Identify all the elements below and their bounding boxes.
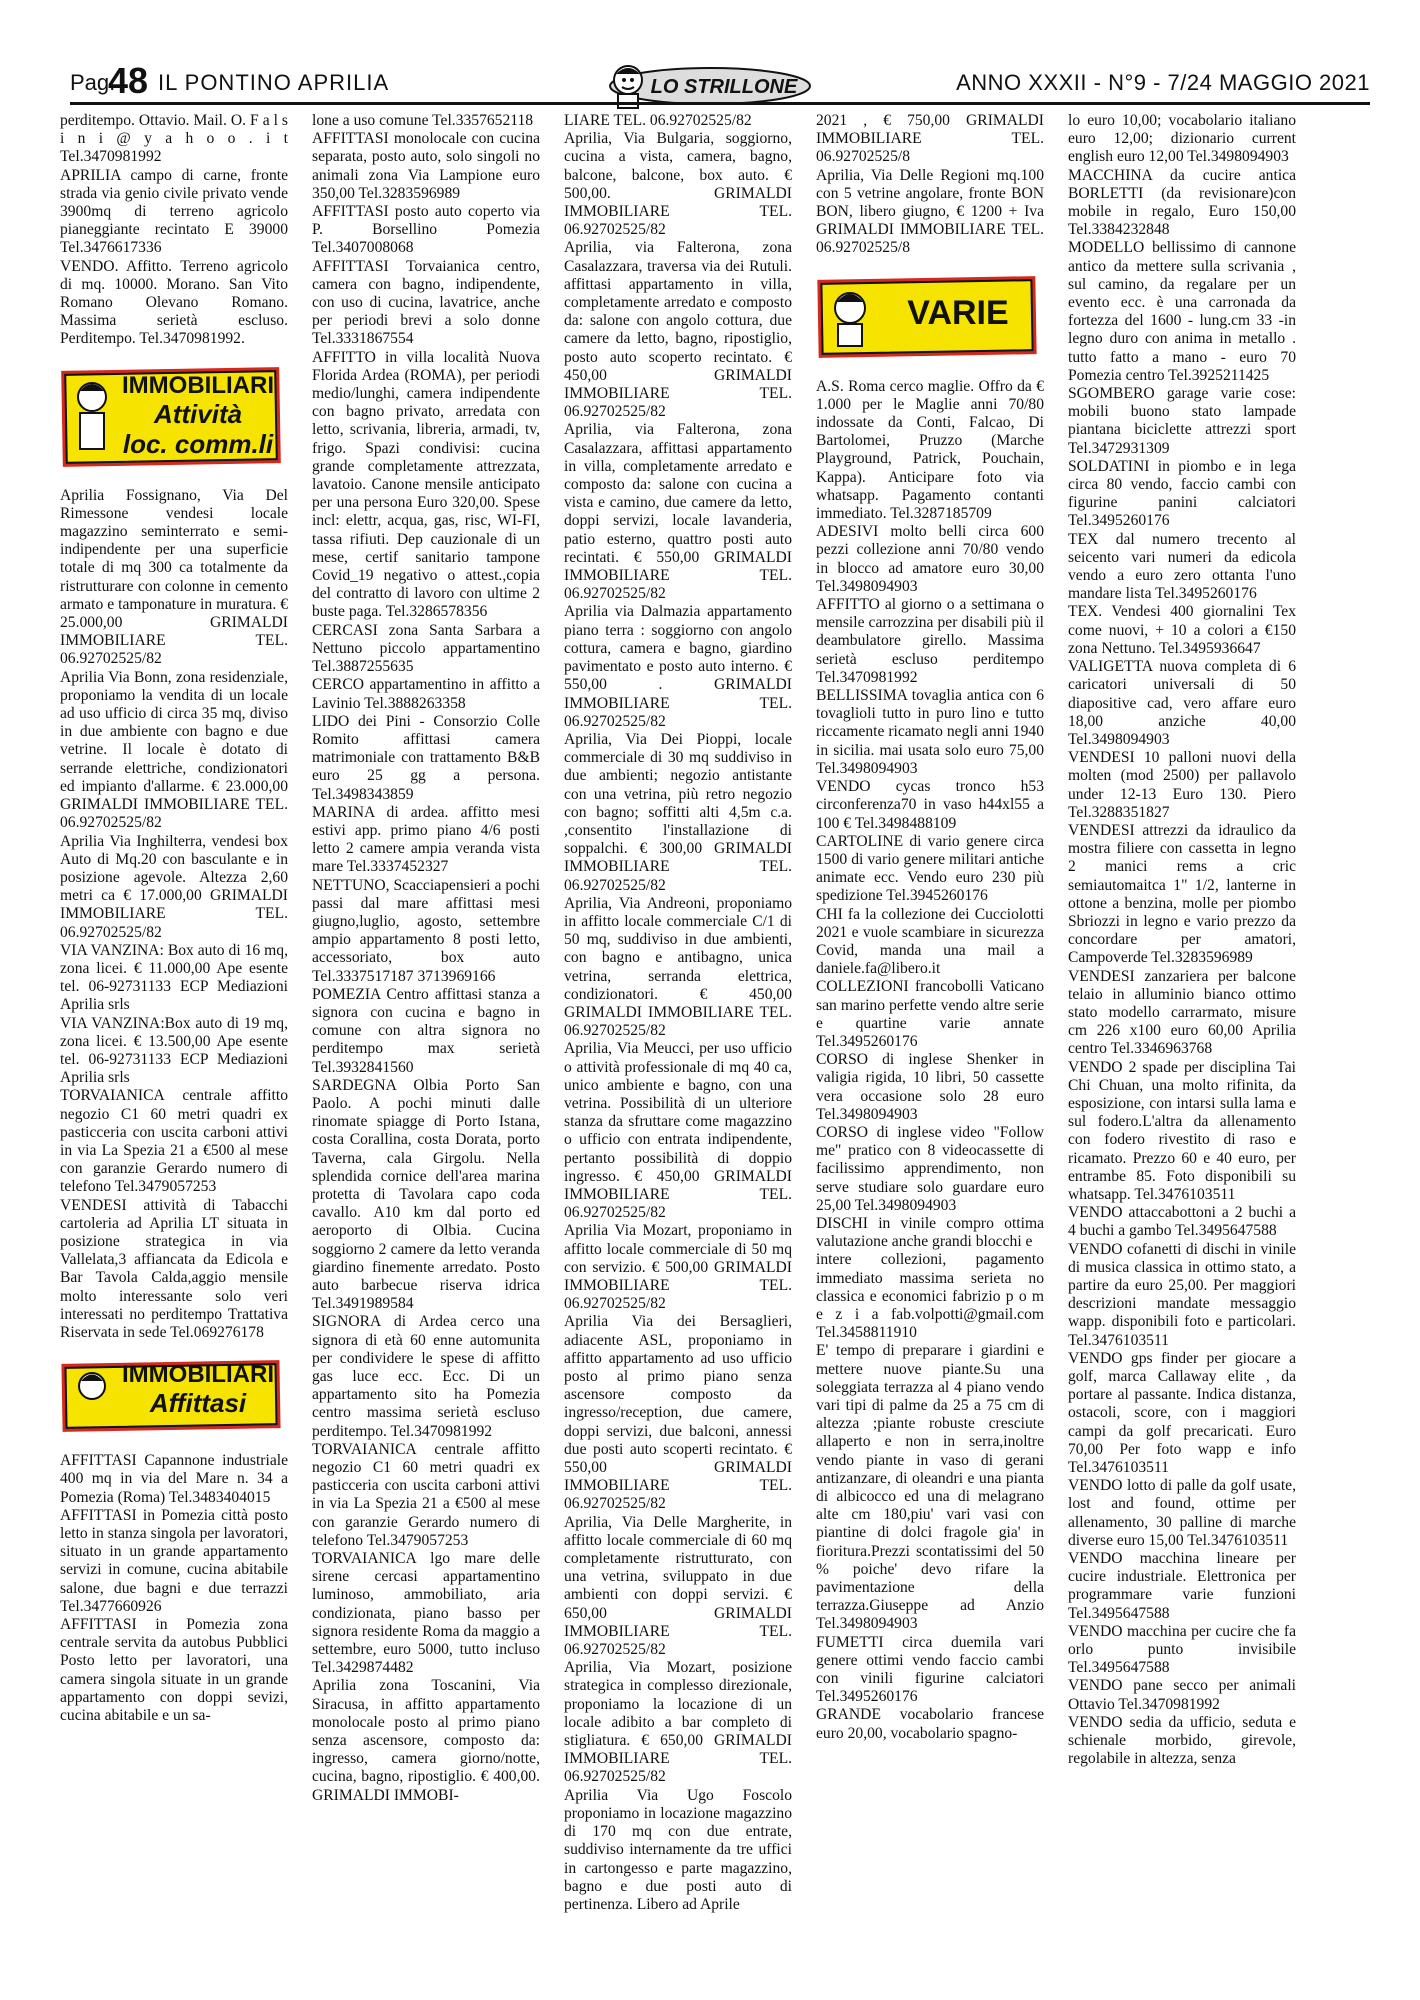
ad-list bbox=[60, 112, 288, 349]
ad-list bbox=[1068, 112, 1296, 1768]
classified-ad: AFFITTASI posto auto coperto via P. Borsellino Pomezia Tel.3407008068 bbox=[312, 203, 540, 257]
classified-ad: MACCHINA da cucire antica BORLETTI (da revisionare)con mobile in regalo, Euro 150,00 Tel.3384232848 bbox=[1068, 166, 1296, 239]
classified-ad: intere collezioni, pagamento immediato massima serieta no classica e economici fabrizio p o m e z i a fab.volpotti@gmail.com Tel.3458811910 bbox=[816, 1251, 1044, 1342]
classified-ad: TEX dal numero trecento al seicento vari numeri da edicola vendo a euro zero ottanta l'uno mandare lista Tel.3495260176 bbox=[1068, 530, 1296, 603]
classified-ad: AFFITTASI monolocale con cucina separata, posto auto, solo singoli no animali zona Via Lampione euro 350,00 Tel.3283596989 bbox=[312, 130, 540, 202]
classified-ad: CORSO di inglese video "Follow me" pratico con 8 videocassette di facilissimo apprendimento, non serve studiare solo guardare euro 25,00 Tel.3498094903 bbox=[816, 1123, 1044, 1214]
classified-ad: Aprilia Via Mozart, proponiamo in affitto locale commerciale di 50 mq con servizio. € 500,00 GRIMALDI IMMOBILIARE TEL. 06.92702525/82 bbox=[564, 1222, 792, 1313]
classified-ad: LIDO dei Pini - Consorzio Colle Romito affittasi camera matrimoniale con trattamento B&B euro 25 gg a persona. Tel.3498343859 bbox=[312, 712, 540, 803]
classified-ad: perditempo. Ottavio. Mail. O. F a l s i n i @ y a h o o . i t Tel.3470981992 bbox=[60, 112, 288, 166]
classified-ad: Aprilia, via Falterona, zona Casalazzara, traversa via dei Rutuli. affittasi appartamento in villa, completamente arredato e composto da: salone con angolo cottura, due camere da letto, bagno, ripostiglio, posto auto scoperto recintato. € 450,00 GRIMALDI IMMOBILIARE TEL. 06.92702525/82 bbox=[564, 239, 792, 421]
classified-ad: SIGNORA di Ardea cerco una signora di età 60 enne automunita per condividere le spese di affitto gas luce ecc. Ecc. Di un appartamento sito ha Pomezia centro massima serietà escluso perditempo. Tel.3470981992 bbox=[312, 1313, 540, 1440]
logo-text: LO STRILLONE bbox=[650, 76, 798, 98]
classified-ad: SARDEGNA Olbia Porto San Paolo. A pochi minuti dalle rinomate spiagge di Porto Istana, costa Corallina, costa Dorata, porto Taverna, cala Girgolu. Nella splendida cornice dell'area marina protetta di Tavolara capo coda cavallo. A10 km dal porto ed aeroporto di Olbia. Cucina soggiorno 2 camere da letto veranda giardino finemente arredato. Posto auto barbecue riserva idrica Tel.3491989584 bbox=[312, 1076, 540, 1313]
classified-ad: Aprilia Via Bonn, zona residenziale, proponiamo la vendita di un locale ad uso ufficio di circa 35 mq, diviso in due ambiente con bagno e due vetrine. Il locale è dotato di serrande elettriche, condizionatori ed impianto d'allarme. € 23.000,00 GRIMALDI IMMOBILIARE TEL. 06.92702525/82 bbox=[60, 668, 288, 832]
classified-ad: Aprilia, Via Andreoni, proponiamo in affitto locale commerciale C/1 di 50 mq, suddiviso in due ambienti, con bagno e antibagno, unica vetrina, serranda elettrica, condizionatori. € 450,00 GRIMALDI IMMOBILIARE TEL. 06.92702525/82 bbox=[564, 894, 792, 1040]
classified-ad: AFFITTASI in Pomezia zona centrale servita da autobus Pubblici Posto letto per lavoratori, una camera singola situate in un grande appartamento con doppi sevizi, cucina abitabile e un sa- bbox=[60, 1616, 288, 1725]
classified-ad: VENDO gps finder per giocare a golf, marca Callaway elite , da portare al passante. Indica distanza, ostacoli, score, con i maggiori campi da golf precaricati. Euro 70,00 Per foto wapp e info Tel.3476103511 bbox=[1068, 1349, 1296, 1477]
classified-ad: Aprilia, Via Dei Pioppi, locale commerciale di 30 mq suddiviso in due ambienti; negozio antistante con una vetrina, più retro negozio con bagno; soffitti alti 4,5m c.a. ,consentito l'installazione di soppalchi. € 300,00 GRIMALDI IMMOBILIARE TEL. 06.92702525/82 bbox=[564, 730, 792, 894]
classified-ad: AFFITTASI Capannone industriale 400 mq in via del Mare n. 34 a Pomezia (Roma) Tel.3483404015 bbox=[60, 1452, 288, 1506]
classified-ad: NETTUNO, Scacciapensieri a pochi passi dal mare affittasi mesi giugno,luglio, agosto, settembre ampio appartamento 8 posti letto, accessoriato, box auto Tel.3337517187 3713969166 bbox=[312, 876, 540, 985]
ad-list bbox=[564, 112, 792, 1914]
classified-ad: AFFITTO in villa località Nuova Florida Ardea (ROMA), per periodi medio/lunghi, camera indipendente con bagno privato, arredata con letto, scrivania, libreria, armadi, tv, frigo. Spazi condivisi: cucina grande completamente attrezzata, lavatoio. Canone mensile anticipato per una persona Euro 320,00. Spese incl: elettr, acqua, gas, risc, WI-FI, tassa rifiuti. Dep cauzionale di un mese, certif sanitario tampone Covid_19 negativo o attest.,copia del contratto di lavoro con ultime 2 buste paga. Tel.3286578356 bbox=[312, 348, 540, 621]
classified-ad: GRANDE vocabolario francese euro 20,00, vocabolario spagno- bbox=[816, 1706, 1044, 1742]
classified-ad: FUMETTI circa duemila vari genere ottimi vendo faccio cambi con vinili figurine calciatori Tel.3495260176 bbox=[816, 1633, 1044, 1706]
classified-ad: Aprilia via Dalmazia appartamento piano terra : soggiorno con angolo cottura, camera e bagno, giardino pavimentato e posto auto interno. € 550,00 . GRIMALDI IMMOBILIARE TEL. 06.92702525/82 bbox=[564, 603, 792, 730]
issue-info: ANNO XXXII - N°9 - 7/24 MAGGIO 2021 bbox=[956, 70, 1370, 95]
banner-title-2: Attività bbox=[153, 398, 243, 429]
classified-ad: CORSO di inglese Shenker in valigia rigida, 10 libri, 50 cassette vera occasione solo 28 euro Tel.3498094903 bbox=[816, 1051, 1044, 1123]
classified-ad: A.S. Roma cerco maglie. Offro da € 1.000 per le Maglie anni 70/80 indossate da Conti, Falcao, Di Bartolomei, Pruzzo (Marche Playground, Patrick, Pouchain, Kappa). Anticipare foto via whatsapp. Pagamento contanti immediato. Tel.3287185709 bbox=[816, 377, 1044, 523]
banner-title: VARIE bbox=[907, 293, 1009, 332]
classified-ad: VIA VANZINA:Box auto di 19 mq, zona licei. € 13.500,00 Ape esente tel. 06-92731133 ECP Mediazioni Aprilia srls bbox=[60, 1014, 288, 1087]
banner-title-3: loc. comm.li bbox=[122, 428, 274, 459]
classified-ad: AFFITTASI in Pomezia città posto letto in stanza singola per lavoratori, situato in un grande appartamento servizi in comune, cucina abitabile salone, due bagni e due terrazzi Tel.3477660926 bbox=[60, 1506, 288, 1615]
classified-ad: Aprilia, Via Delle Regioni mq.100 con 5 vetrine angolare, fronte BON BON, libero giugno, € 1200 + Iva GRIMALDI IMMOBILIARE TEL. 06.92702525/8 bbox=[816, 166, 1044, 257]
classified-ad: VENDO macchina per cucire che fa orlo punto invisibile Tel.3495647588 bbox=[1068, 1622, 1296, 1677]
classified-ad: VENDO cycas tronco h53 circonferenza70 in vaso h44xl55 a 100 € Tel.3498488109 bbox=[816, 778, 1044, 832]
classified-ad: Aprilia, via Falterona, zona Casalazzara, affittasi appartamento in villa, completamente arredato e composto da: salone con cucina a vista e camino, due camere da letto, doppi servizi, locale lavanderia, patio esterno, quattro posti auto recintati. € 550,00 GRIMALDI IMMOBILIARE TEL. 06.92702525/82 bbox=[564, 421, 792, 603]
banner-immobiliari-affittasi bbox=[58, 1356, 284, 1436]
page-number: 48 bbox=[108, 60, 149, 101]
classified-ad: VENDO cofanetti di dischi in vinile di musica classica in ottimo stato, a partire da euro 25,00. Per maggiori descrizioni mandate messaggio wapp. disponibili foto e particolari. Tel.3476103511 bbox=[1068, 1240, 1296, 1349]
page-label: Pag. bbox=[70, 70, 116, 95]
classified-ad: BELLISSIMA tovaglia antica con 6 tovaglioli tutto in puro lino e tutto riccamente ricamato negli anni 1940 in sicilia. mai usata solo euro 75,00 Tel.3498094903 bbox=[816, 687, 1044, 777]
classified-ad: CARTOLINE di vario genere circa 1500 di vario genere militari antiche animate ecc. Vendo euro 230 più spedizione Tel.3945260176 bbox=[816, 832, 1044, 905]
column-4 bbox=[816, 112, 1044, 1743]
classified-ad: VENDO lotto di palle da golf usate, lost and found, ottime per allenamento, 30 palline di marche diverse euro 15,00 Tel.3476103511 bbox=[1068, 1477, 1296, 1549]
classified-ad: Aprilia, Via Meucci, per uso ufficio o attività professionale di mq 40 ca, unico ambiente e bagno, con una vetrina. Possibilità di un ulteriore stanza da sfruttare come magazzino o ufficio con entrata indipendente, pertanto possibilità di doppio ingresso. € 450,00 GRIMALDI IMMOBILIARE TEL. 06.92702525/82 bbox=[564, 1040, 792, 1222]
classified-ad: VALIGETTA nuova completa di 6 caricatori universali di 50 diapositive cad, vero affare euro 18,00 anziche 40,00 Tel.3498094903 bbox=[1068, 658, 1296, 748]
classified-ad: VIA VANZINA: Box auto di 16 mq, zona licei. € 11.000,00 Ape esente tel. 06-92731133 ECP Mediazioni Aprilia srls bbox=[60, 941, 288, 1014]
lo-strillone-logo bbox=[600, 58, 820, 114]
classified-ad: Aprilia, Via Delle Margherite, in affitto locale commerciale di 60 mq completamente ristrutturato, con una vetrina, sviluppato in due ambienti con doppi servizi. € 650,00 GRIMALDI IMMOBILIARE TEL. 06.92702525/82 bbox=[564, 1513, 792, 1659]
classified-ad: Aprilia, Via Mozart, posizione strategica in complesso direzionale, proponiamo la locazione di un locale adibito a bar completo di stigliatura. € 650,00 GRIMALDI IMMOBILIARE TEL. 06.92702525/82 bbox=[564, 1659, 792, 1786]
classified-ad: Aprilia Via Inghilterra, vendesi box Auto di Mq.20 con basculante e in posizione agevole. Altezza 2,60 metri ca € 17.000,00 GRIMALDI IMMOBILIARE TEL. 06.92702525/82 bbox=[60, 832, 288, 941]
classified-ad: POMEZIA Centro affittasi stanza a signora con cucina e bagno in comune con altra signora no perditempo max serietà Tel.3932841560 bbox=[312, 985, 540, 1076]
column-2 bbox=[312, 112, 540, 1805]
classified-ad: APRILIA campo di carne, fronte strada via genio civile privato vende 3900mq di terreno agricolo pianeggiante recintato E 39000 Tel.3476617336 bbox=[60, 166, 288, 257]
classified-ad: VENDESI attrezzi da idraulico da mostra filiere con cassetta in legno 2 manici rems a cric semiautomaitca 1" 1/2, lanterne in ottone a benzina, molle per piombo Sbriozzi in legno e vario prezzo da concordare per amatori, Campoverde Tel.3283596989 bbox=[1068, 821, 1296, 967]
column-5 bbox=[1068, 112, 1296, 1768]
classified-ad: LIARE TEL. 06.92702525/82 bbox=[564, 112, 752, 129]
ad-list bbox=[60, 487, 288, 1343]
classified-ad: lone a uso comune Tel.3357652118 bbox=[312, 112, 534, 129]
banner-title-2: Affittasi bbox=[149, 1388, 247, 1419]
classified-ad: VENDESI 10 palloni nuovi della molten (mod 2500) per pallavolo under 12-13 Euro 130. Piero Tel.3288351827 bbox=[1068, 749, 1296, 821]
column-1 bbox=[60, 112, 288, 1725]
classified-ad: SGOMBERO garage varie cose: mobili buono stato lampade piantana biciclette attrezzi sport Tel.3472931309 bbox=[1068, 385, 1296, 457]
classified-ad: TORVAIANICA lgo mare delle sirene cercasi appartamentino luminoso, ammobiliato, aria condizionata, piano basso per signora residente Roma da maggio a settembre, euro 5000, tutto incluso Tel.3429874482 bbox=[312, 1550, 540, 1677]
classified-ad: VENDO pane secco per animali Ottavio Tel.3470981992 bbox=[1068, 1677, 1296, 1713]
publication-name: IL PONTINO APRILIA bbox=[158, 70, 390, 95]
classified-ad: Aprilia zona Toscanini, Via Siracusa, in affitto appartamento monolocale posto al primo piano senza ascensore, composto da: ingresso, camera giorno/notte, cucina, bagno, ripostiglio. € 400,00. GRIMALDI IMMOBI- bbox=[312, 1677, 540, 1804]
classified-ad: MARINA di ardea. affitto mesi estivi app. primo piano 4/6 posti letto 2 camere ampia veranda vista mare Tel.3337452327 bbox=[312, 803, 540, 876]
banner-immobiliari-attivita bbox=[58, 363, 284, 471]
banner-varie bbox=[814, 272, 1040, 362]
classified-ad: Aprilia Via Ugo Foscolo proponiamo in locazione magazzino di 170 mq con due entrate, suddiviso internamente da tre uffici in cartongesso e parte magazzino, bagno e due posti auto di pertinenza. Libero ad Aprile bbox=[564, 1786, 792, 1913]
classified-ad: TEX. Vendesi 400 giornalini Tex come nuovi, + 10 a colori a €150 zona Nettuno. Tel.3495936647 bbox=[1068, 603, 1296, 657]
classified-ad: ADESIVI molto belli circa 600 pezzi collezione anni 70/80 vendo in blocco ad amatore euro 30,00 Tel.3498094903 bbox=[816, 523, 1044, 595]
classified-ad: Aprilia Fossignano, Via Del Rimessone vendesi locale magazzino seminterrato e semi-indipendente per una superficie totale di mq 300 ca totalmente da ristrutturare con colonne in cemento armato e tamponature in muratura. € 25.000,00 GRIMALDI IMMOBILIARE TEL. 06.92702525/82 bbox=[60, 486, 288, 668]
header-rule bbox=[70, 102, 1370, 105]
classified-ad: VENDO sedia da ufficio, seduta e schienale morbido, girevole, regolabile in altezza, senza bbox=[1068, 1713, 1296, 1768]
classified-ad: 2021 , € 750,00 GRIMALDI IMMOBILIARE TEL. 06.92702525/8 bbox=[816, 112, 1044, 166]
classified-ad: AFFITTASI Torvaianica centro, camera con bagno, indipendente, con uso di cucina, lavatrice, anche per periodi brevi a solo donne Tel.3331867554 bbox=[312, 257, 540, 348]
classified-ad: VENDO 2 spade per disciplina Tai Chi Chuan, una molto rifinita, da esposizione, con intarsi sulla lama e sul fodero.L'altra da allenamento con fodero rivestito di raso e ricamato. Prezzo 60 e 40 euro, per entrambe 85. Foto disponibili su whatsapp. Tel.3476103511 bbox=[1068, 1058, 1296, 1203]
classified-ad: MODELLO bellissimo di cannone antico da mettere sulla scrivania , sul camino, da regalare per un evento ecc. è una carronada da fortezza del 1600 - lung.cm 33 -in legno duro con anima in metallo . tutto fatto a mano - euro 70 Pomezia centro Tel.3925211425 bbox=[1068, 239, 1296, 384]
ad-list bbox=[60, 1452, 288, 1725]
classified-ad: VENDO macchina lineare per cucire industriale. Elettronica per programmare varie funzioni Tel.3495647588 bbox=[1068, 1550, 1296, 1622]
banner-title-1: IMMOBILIARI bbox=[122, 1361, 274, 1389]
classified-ad: VENDESI attività di Tabacchi cartoleria ad Aprilia LT situata in posizione strategica in via Vallelata,3 affiancata da Edicola e Bar Tavola Calda,aggio mensile molto interessante solo veri interessati no perditempo Trattativa Riservata in sede Tel.069276178 bbox=[60, 1196, 288, 1341]
classified-ad: lo euro 10,00; vocabolario italiano euro 12,00; dizionario current english euro 12,00 Tel.3498094903 bbox=[1068, 112, 1296, 166]
ad-list bbox=[312, 112, 540, 1805]
classified-ad: Aprilia Via dei Bersaglieri, adiacente ASL, proponiamo in affitto appartamento ad uso ufficio posto al primo piano senza ascensore composto da ingresso/reception, due camere, doppi servizi, due balconi, annessi due posti auto scoperti recintato. € 550,00 GRIMALDI IMMOBILIARE TEL. 06.92702525/82 bbox=[564, 1313, 792, 1513]
classified-ad: DISCHI in vinile compro ottima valutazione anche grandi blocchi e bbox=[816, 1214, 1044, 1251]
classified-ad: VENDO attaccabottoni a 2 buchi a 4 buchi a gambo Tel.3495647588 bbox=[1068, 1204, 1296, 1240]
classified-ad: CERCO appartamentino in affitto a Lavinio Tel.3888263358 bbox=[312, 676, 540, 712]
classified-ad: E' tempo di preparare i giardini e mettere nuove piante.Su una soleggiata terrazza al 4 piano vendo vari tipi di palme da 25 a 75 cm di altezza ;piante robuste cresciute allaperto e non in serra,inoltre vendo piante in vaso di gerani antizanzare, di oleandri e una pianta di albicocco ed una di melagrano alte cm 180,piu' vari vasi con piantine di dolci fragole gia' in fioritura.Prezzi scontatissimi del 50 % poiche' devo rifare la pavimentazione della terrazza.Giuseppe ad Anzio Tel.3498094903 bbox=[816, 1342, 1044, 1633]
classified-ad: VENDO. Affitto. Terreno agricolo di mq. 10000. Morano. San Vito Romano Olevano Romano. Massima serietà escluso. Perditempo. Tel.3470981992. bbox=[60, 257, 288, 348]
classified-ad: AFFITTO al giorno o a settimana o mensile carrozzina per disabili più il deambulatore girello. Massima serietà escluso perditempo Tel.3470981992 bbox=[816, 596, 1044, 686]
classified-ad: CHI fa la collezione dei Cucciolotti 2021 e vuole scambiare in sicurezza Covid, manda una mail a daniele.fa@libero.it bbox=[816, 905, 1044, 978]
classified-ad: VENDESI zanzariera per balcone telaio in alluminio bianco ottimo stato modello carrarmato, misure cm 226 x100 euro 60,00 Aprilia centro Tel.3346963768 bbox=[1068, 967, 1296, 1058]
classified-ad: TORVAIANICA centrale affitto negozio C1 60 metri quadri ex pasticceria con uscita carboni attivi in via La Spezia 21 a €500 al mese con garanzie Gerardo numero di telefono Tel.3479057253 bbox=[60, 1087, 288, 1196]
classified-ad: CERCASI zona Santa Sarbara a Nettuno piccolo appartamentino Tel.3887255635 bbox=[312, 621, 540, 676]
classified-ad: COLLEZIONI francobolli Vaticano san marino perfette vendo altre serie e quartine varie annate Tel.3495260176 bbox=[816, 978, 1044, 1050]
ad-list bbox=[816, 378, 1044, 1743]
ad-list bbox=[816, 112, 1044, 258]
banner-title-1: IMMOBILIARI bbox=[122, 371, 274, 399]
classified-ad: Aprilia, Via Bulgaria, soggiorno, cucina a vista, camera, bagno, balcone, balcone, box auto. € 500,00. GRIMALDI IMMOBILIARE TEL. 06.92702525/82 bbox=[564, 130, 792, 239]
classified-ad: SOLDATINI in piombo e in lega circa 80 vendo, faccio cambi con figurine panini calciatori Tel.3495260176 bbox=[1068, 457, 1296, 530]
column-3 bbox=[564, 112, 792, 1914]
newsboy-logo-icon bbox=[600, 58, 820, 114]
classified-ad: TORVAIANICA centrale affitto negozio C1 60 metri quadri ex pasticceria con uscita carboni attivi in via La Spezia 21 a €500 al mese con garanzie Gerardo numero di telefono Tel.3479057253 bbox=[312, 1440, 540, 1549]
